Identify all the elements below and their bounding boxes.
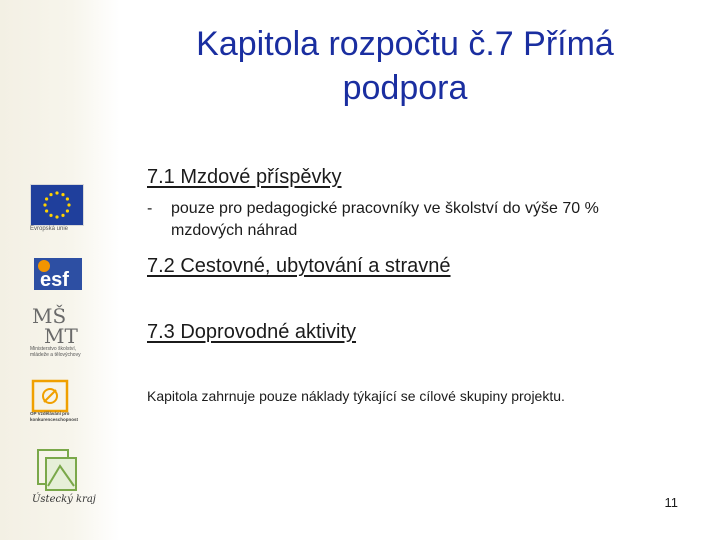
- ustecky-kraj-caption: Ústecký kraj: [32, 494, 96, 505]
- section-heading-mzdove: 7.1 Mzdové příspěvky: [147, 166, 342, 188]
- svg-text:MT: MT: [44, 324, 78, 345]
- svg-text:esf: esf: [40, 269, 69, 291]
- msmt-caption: Ministerstvo školství, mládeže a tělovýchovy: [30, 346, 81, 358]
- slide-title: Kapitola rozpočtu č.7 Přímá podpora: [196, 25, 614, 107]
- section-heading-cestovne: 7.2 Cestovné, ubytování a stravné: [147, 255, 451, 277]
- eu-flag-logo: [30, 184, 84, 226]
- svg-text:MŠ: MŠ: [32, 304, 67, 328]
- op-vk-caption: OP Vzdělávání pro konkurenceschopnost: [30, 411, 79, 422]
- bullet-dash: -: [147, 200, 153, 217]
- eu-caption: Evropská unie: [30, 226, 69, 232]
- section-heading-doprovodne: 7.3 Doprovodné aktivity: [147, 321, 357, 343]
- footnote-text: Kapitola zahrnuje pouze náklady týkající se cílové skupiny projektu.: [147, 388, 565, 404]
- bullet-text: pouze pro pedagogické pracovníky ve školství do výše 70 % mzdových náhrad: [171, 200, 599, 239]
- eu-stars-icon: [31, 185, 83, 225]
- op-vk-logo: [30, 378, 70, 414]
- logo-sidebar: [0, 0, 120, 540]
- page-number: 11: [664, 495, 678, 510]
- esf-logo: [30, 252, 86, 294]
- bullet-item: [147, 198, 667, 242]
- ustecky-kraj-logo: [30, 446, 86, 494]
- msmt-logo: [30, 303, 88, 345]
